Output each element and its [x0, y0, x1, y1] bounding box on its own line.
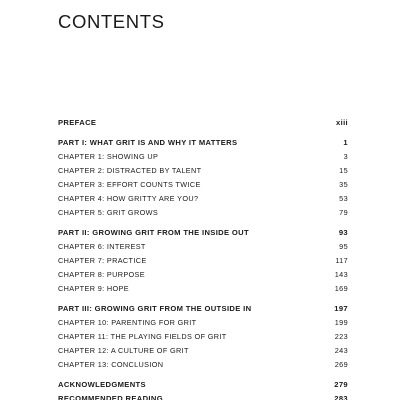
toc-entry-label: CHAPTER 9: HOPE [58, 284, 129, 293]
toc-entry[interactable] [58, 192, 348, 206]
toc-entry-page-number: 35 [339, 180, 348, 189]
toc-entry-label: CHAPTER 4: HOW GRITTY ARE YOU? [58, 194, 199, 203]
toc-entry-label: CHAPTER 5: GRIT GROWS [58, 208, 159, 217]
toc-entry[interactable] [58, 116, 348, 130]
toc-entry-page-number: 223 [334, 332, 348, 341]
toc-entry[interactable] [58, 240, 348, 254]
toc-entry[interactable] [58, 316, 348, 330]
toc-entry-page-number: 197 [334, 304, 348, 313]
toc-entry-page-number: 169 [334, 284, 348, 293]
toc-entry[interactable] [58, 392, 348, 400]
toc-entry-page-number: 93 [338, 228, 348, 237]
toc-entry-page-number: 53 [339, 194, 348, 203]
toc-entry-label: ACKNOWLEDGMENTS [58, 380, 146, 389]
toc-entry-label: CHAPTER 8: PURPOSE [58, 270, 145, 279]
toc-entry[interactable] [58, 358, 348, 372]
toc-entry-label: CHAPTER 2: DISTRACTED BY TALENT [58, 166, 202, 175]
toc-entry-label: PART III: GROWING GRIT FROM THE OUTSIDE IN [58, 304, 252, 313]
toc-entry[interactable] [58, 268, 348, 282]
page-title: CONTENTS [58, 11, 165, 32]
toc-entry-page-number: 143 [334, 270, 348, 279]
toc-entry-label: CHAPTER 13: CONCLUSION [58, 360, 164, 369]
toc-entry-page-number: xiii [336, 118, 348, 127]
toc-entry[interactable] [58, 136, 348, 150]
toc-entry-page-number: 15 [339, 166, 348, 175]
toc-entry-page-number: 199 [334, 318, 348, 327]
toc-entry-page-number: 79 [339, 208, 348, 217]
toc-entry[interactable] [58, 206, 348, 220]
toc-entry-label: PREFACE [58, 118, 97, 127]
toc-entry-label: CHAPTER 11: THE PLAYING FIELDS OF GRIT [58, 332, 227, 341]
toc-entry[interactable] [58, 164, 348, 178]
toc-entry-label: CHAPTER 3: EFFORT COUNTS TWICE [58, 180, 201, 189]
toc-entry-page-number: 283 [334, 394, 348, 400]
toc-entry-page-number: 1 [343, 138, 348, 147]
toc-entry-page-number: 95 [339, 242, 348, 251]
toc-entry-label: CHAPTER 6: INTEREST [58, 242, 146, 251]
toc-entry-label: RECOMMENDED READING [58, 394, 163, 400]
toc-entry[interactable] [58, 178, 348, 192]
table-of-contents [58, 116, 348, 400]
toc-entry[interactable] [58, 330, 348, 344]
toc-entry-page-number: 3 [343, 152, 348, 161]
toc-entry[interactable] [58, 378, 348, 392]
toc-entry-label: PART II: GROWING GRIT FROM THE INSIDE OUT [58, 228, 249, 237]
toc-entry-page-number: 279 [334, 380, 348, 389]
toc-entry-page-number: 243 [334, 346, 348, 355]
toc-entry-label: CHAPTER 10: PARENTING FOR GRIT [58, 318, 197, 327]
toc-entry[interactable] [58, 226, 348, 240]
toc-entry[interactable] [58, 150, 348, 164]
toc-entry-label: CHAPTER 1: SHOWING UP [58, 152, 159, 161]
toc-entry[interactable] [58, 282, 348, 296]
toc-entry[interactable] [58, 302, 348, 316]
toc-entry[interactable] [58, 344, 348, 358]
toc-entry[interactable] [58, 254, 348, 268]
toc-entry-page-number: 117 [335, 256, 348, 265]
toc-entry-label: CHAPTER 12: A CULTURE OF GRIT [58, 346, 189, 355]
toc-entry-label: PART I: WHAT GRIT IS AND WHY IT MATTERS [58, 138, 238, 147]
toc-entry-page-number: 269 [334, 360, 348, 369]
toc-entry-label: CHAPTER 7: PRACTICE [58, 256, 147, 265]
